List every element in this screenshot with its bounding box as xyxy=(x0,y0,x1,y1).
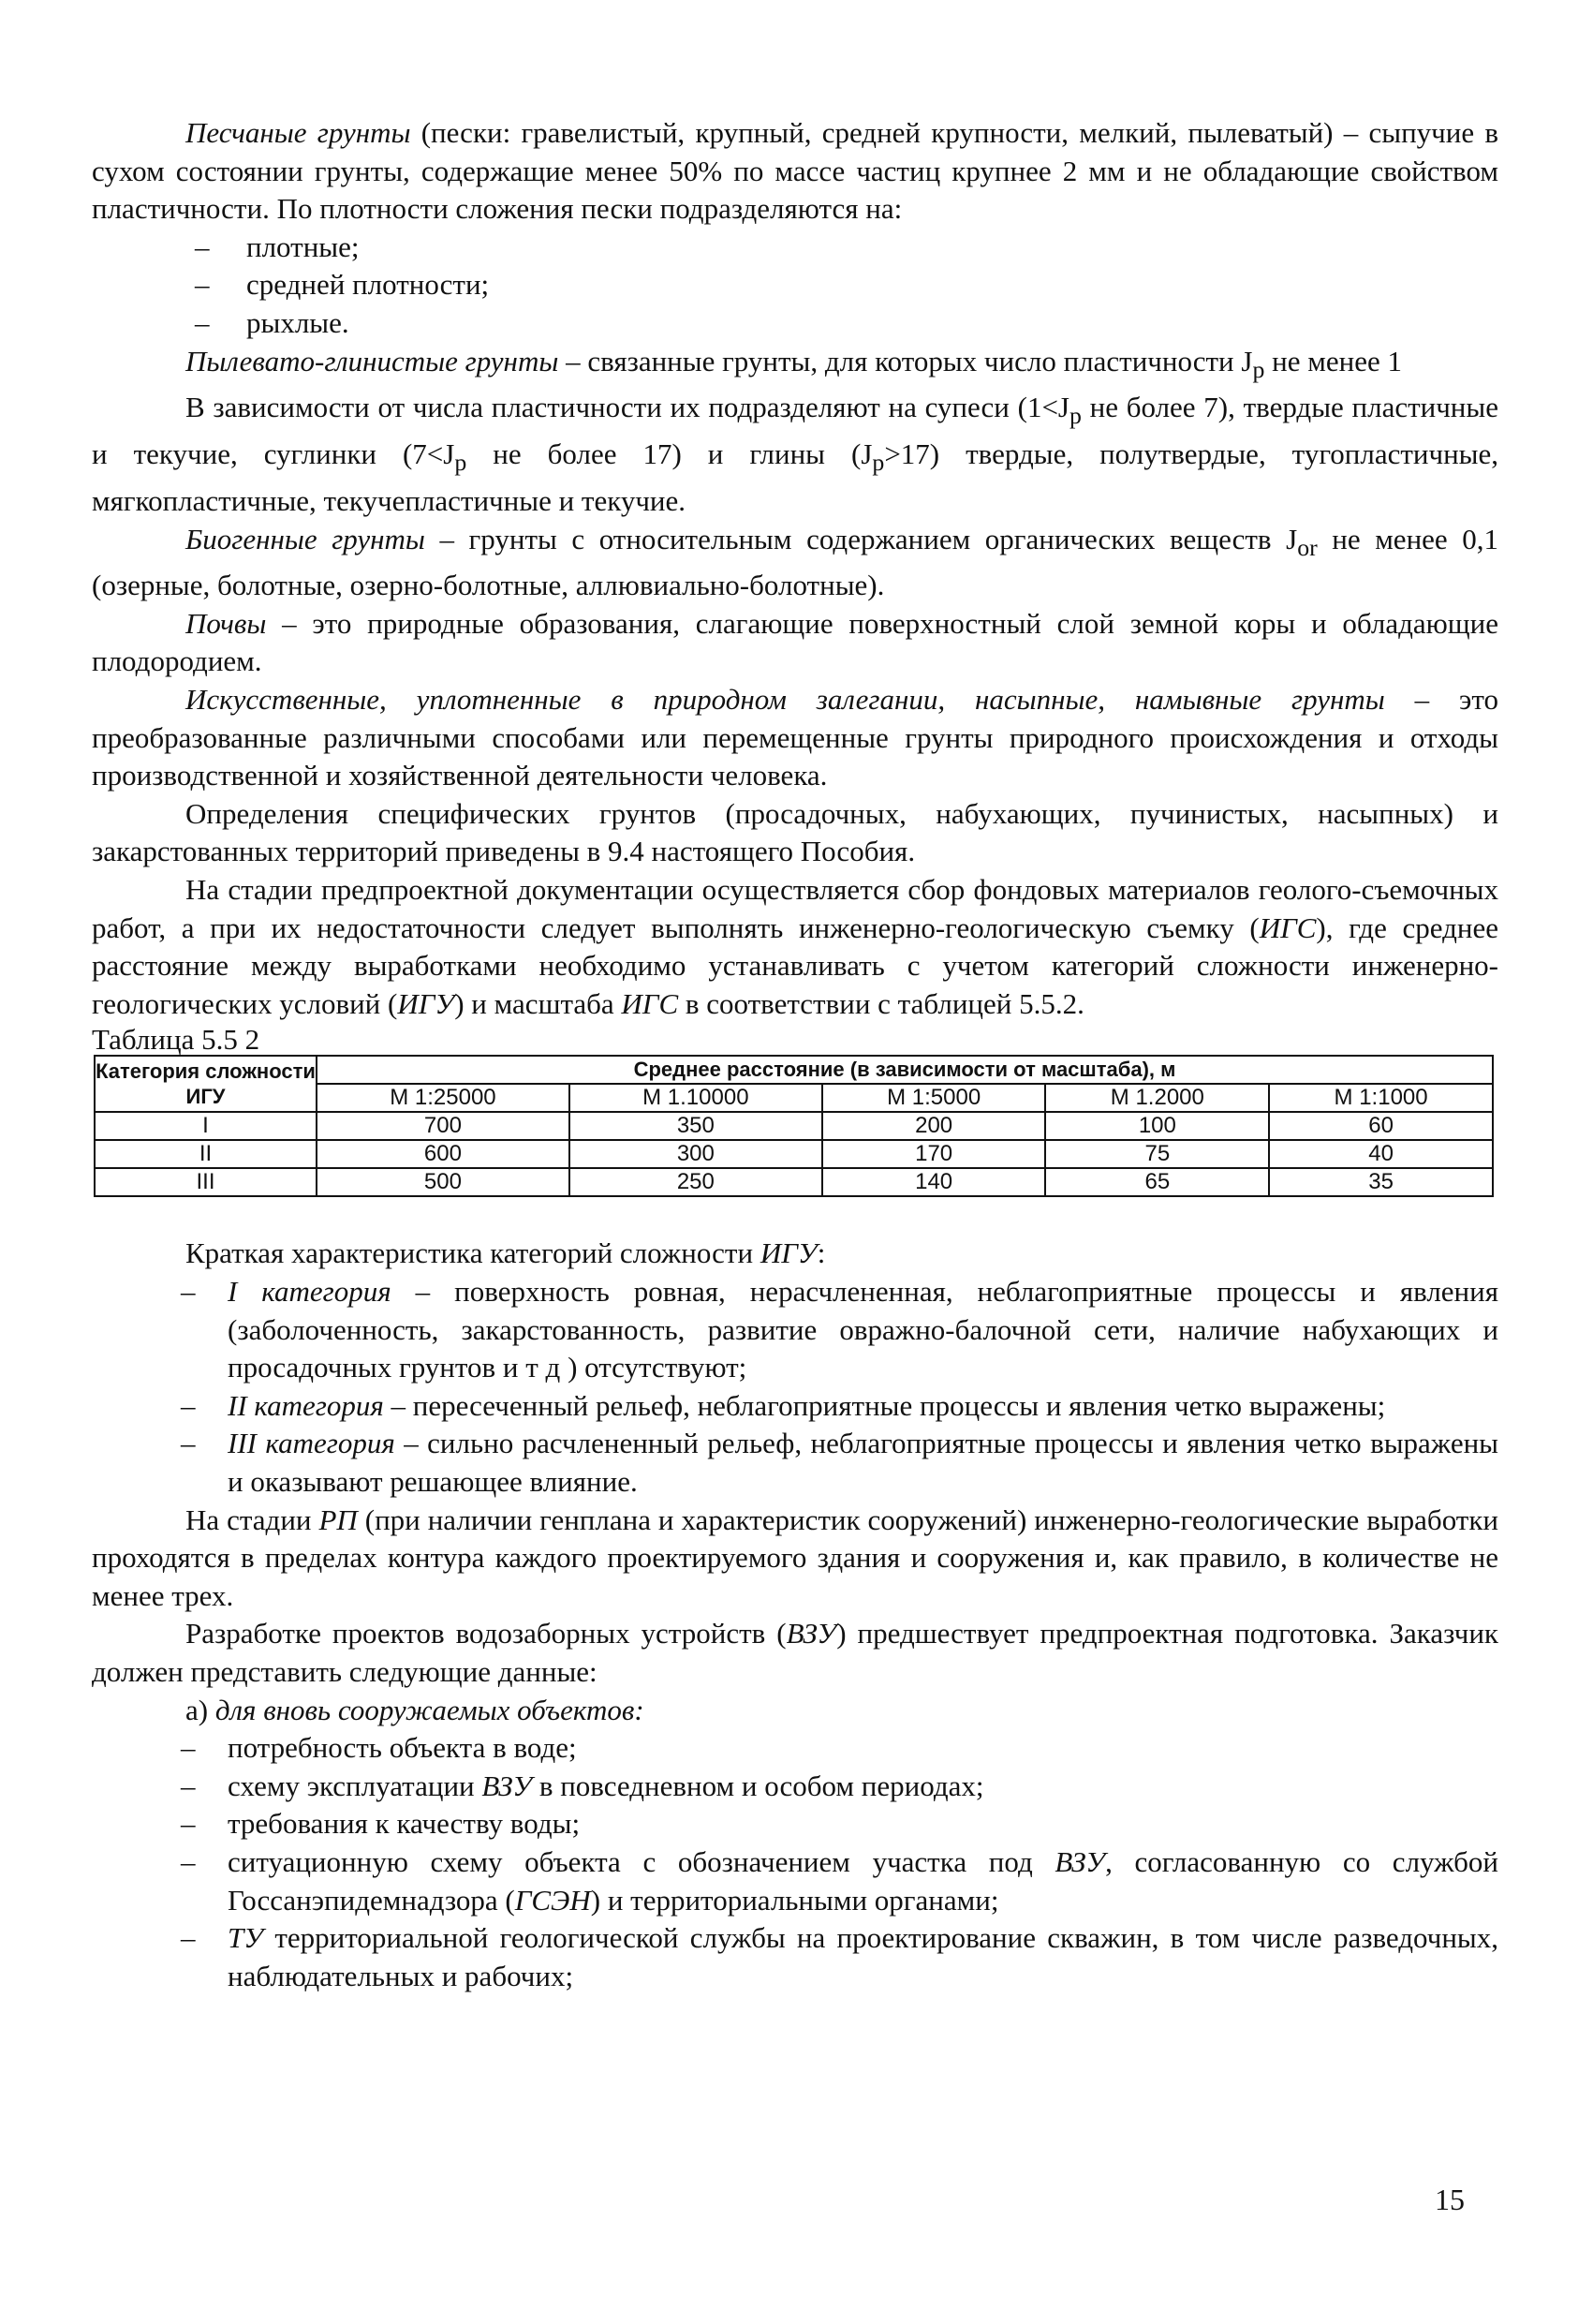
scale-header: М 1:5000 xyxy=(822,1084,1046,1112)
predesign-paragraph: На стадии предпроектной документации осуществляется сбор фондовых материалов геолого-съемочных работ, а при их недостаточности следует выполнять инженерно-геологическую съемку (ИГС), где среднее расстояние между выработками необходимо устанавливать с учетом категорий сложности инженерно-геологических условий (ИГУ) и масштаба ИГС в соответствии с таблицей 5.5.2. xyxy=(92,873,1498,1020)
table-cell: 600 xyxy=(317,1140,569,1168)
sand-soils-paragraph: Песчаные грунты (пески: гравелистый, крупный, средней крупности, мелкий, пылеватый) – сыпучие в сухом состоянии грунты, содержащие менее 50% по массе частиц крупнее 2 мм и не обладающие свойством пластичности. По плотности сложения пески подразделяются на: xyxy=(92,116,1499,226)
term-sand: Песчаные грунты xyxy=(185,116,411,149)
distance-table xyxy=(94,1055,1494,1197)
dash-marker: – xyxy=(181,1921,196,1955)
requirement-item: – потребность объекта в воде; xyxy=(92,1729,1498,1768)
plasticity-paragraph: В зависимости от числа пластичности их подразделяют на супеси ($1<J_p$ не более 7), твердые пластичные и текучие, суглинки ($7<J_p$ не более 17) и глины $(J_p>17)$ твердые, полутвердые, тугопластичные, мягкопластичные, текучепластичные и текучие. xyxy=(92,391,1498,517)
soils-paragraph: Почвы – это природные образования, слагающие поверхностный слой земной коры и обладающие плодородием. xyxy=(92,606,1498,678)
page-number: 15 xyxy=(1435,2183,1465,2216)
table-cell: 170 xyxy=(822,1140,1046,1168)
category-item-3: – III категория – сильно расчлененный рельеф, неблагоприятные процессы и явления четко выражены и оказывают решающее влияние. xyxy=(92,1425,1498,1501)
scale-header: М 1:1000 xyxy=(1269,1084,1493,1112)
list-item: – рыхлые. xyxy=(92,304,1498,343)
table-cell: 65 xyxy=(1045,1168,1269,1196)
list-item: – средней плотности; xyxy=(92,266,1498,304)
specific-soils-paragraph: Определения специфических грунтов (просадочных, набухающих, пучинистых, насыпных) и закарстованных территорий приведены в 9.4 настоящего Пособия. xyxy=(92,796,1498,868)
table-row xyxy=(95,1168,1493,1196)
biogenic-soils-paragraph: Биогенные грунты – грунты с относительным содержанием органических веществ $J_{or}$ не менее 0,1 (озерные, болотные, озерно-болотные, аллювиально-болотные). xyxy=(92,522,1498,602)
term-silty-clay: Пылевато-глинистые грунты xyxy=(185,344,559,377)
page-content xyxy=(92,114,1498,1995)
table-cell: 100 xyxy=(1045,1112,1269,1140)
dash-marker: – xyxy=(181,1807,196,1841)
table-cell: 500 xyxy=(317,1168,569,1196)
category-item-2: – II категория – пересеченный рельеф, неблагоприятные процессы и явления четко выражены; xyxy=(92,1387,1498,1426)
table-cell: III xyxy=(95,1168,317,1196)
table-cell: I xyxy=(95,1112,317,1140)
brief-intro: Краткая характеристика категорий сложности ИГУ: xyxy=(185,1236,826,1270)
dash-marker: – xyxy=(195,229,210,263)
vzu-paragraph: Разработке проектов водозаборных устройств (ВЗУ) предшествует предпроектная подготовка. Заказчик должен представить следующие данные: xyxy=(92,1617,1498,1688)
requirement-item: – ситуационную схему объекта с обозначением участка под ВЗУ, согласованную со службой Госсанэпидемнадзора (ГСЭН) и территориальными органами; xyxy=(92,1843,1498,1919)
dash-marker: – xyxy=(181,1275,196,1308)
dash-marker: – xyxy=(181,1388,196,1422)
distance-header: Среднее расстояние (в зависимости от масштаба), м xyxy=(317,1056,1493,1084)
table-cell: 350 xyxy=(569,1112,822,1140)
scale-header: М 1.10000 xyxy=(569,1084,822,1112)
rp-stage-paragraph: На стадии РП (при наличии генплана и характеристик сооружений) инженерно-геологические выработки проходятся в пределах контура каждого проектируемого здания и сооружения и, как правило, в количестве не менее трех. xyxy=(92,1502,1498,1612)
table-row xyxy=(95,1112,1493,1140)
list-item: – плотные; xyxy=(92,229,1498,267)
dash-marker: – xyxy=(181,1844,196,1878)
table-cell: 140 xyxy=(822,1168,1046,1196)
table-cell: 75 xyxy=(1045,1140,1269,1168)
table-cell: 250 xyxy=(569,1168,822,1196)
table-caption: Таблица 5.5 2 xyxy=(92,1023,260,1057)
dash-marker: – xyxy=(195,305,210,339)
table-cell: 60 xyxy=(1269,1112,1493,1140)
dash-marker: – xyxy=(181,1427,196,1460)
artificial-soils-paragraph: Искусственные, уплотненные в природном залегании, насыпные, намывные грунты – это преобразованные различными способами или перемещенные грунты природного происхождения и отходы производственной и хозяйственной деятельности человека. xyxy=(92,683,1498,792)
term-biogenic: Биогенные грунты xyxy=(185,522,425,555)
table-cell: 40 xyxy=(1269,1140,1493,1168)
category-header: Категория сложности ИГУ xyxy=(95,1056,317,1112)
table-row xyxy=(95,1140,1493,1168)
requirement-item: – схему эксплуатации ВЗУ в повседневном и особом периодах; xyxy=(92,1768,1498,1806)
scale-header: М 1.2000 xyxy=(1045,1084,1269,1112)
dash-marker: – xyxy=(181,1731,196,1765)
requirement-item: – ТУ территориальной геологической службы на проектирование скважин, в том числе разведочных, наблюдательных и рабочих; xyxy=(92,1919,1498,1995)
table-cell: 35 xyxy=(1269,1168,1493,1196)
scale-header: М 1:25000 xyxy=(317,1084,569,1112)
table-header-row xyxy=(95,1056,1493,1084)
term-soils: Почвы xyxy=(185,606,267,640)
category-item-1: – I категория – поверхность ровная, нерасчлененная, неблагоприятные процессы и явления (заболоченность, закарстованность, развитие овражно-балочной сети, наличие набухающих и просадочных грунтов и т д ) отсутствуют; xyxy=(92,1273,1498,1387)
table-cell: 300 xyxy=(569,1140,822,1168)
requirement-item: – требования к качеству воды; xyxy=(92,1805,1498,1843)
dash-marker: – xyxy=(195,268,210,302)
table-cell: 200 xyxy=(822,1112,1046,1140)
term-artificial: Искусственные, уплотненные в природном залегании, насыпные, намывные грунты xyxy=(185,683,1385,717)
table-cell: II xyxy=(95,1140,317,1168)
dash-marker: – xyxy=(181,1769,196,1802)
subheading-new-objects: а) для вновь сооружаемых объектов: xyxy=(185,1693,644,1726)
silty-clay-soils-paragraph: Пылевато-глинистые грунты – связанные грунты, для которых число пластичности $J_p$ не менее 1 xyxy=(185,344,1402,383)
table-cell: 700 xyxy=(317,1112,569,1140)
